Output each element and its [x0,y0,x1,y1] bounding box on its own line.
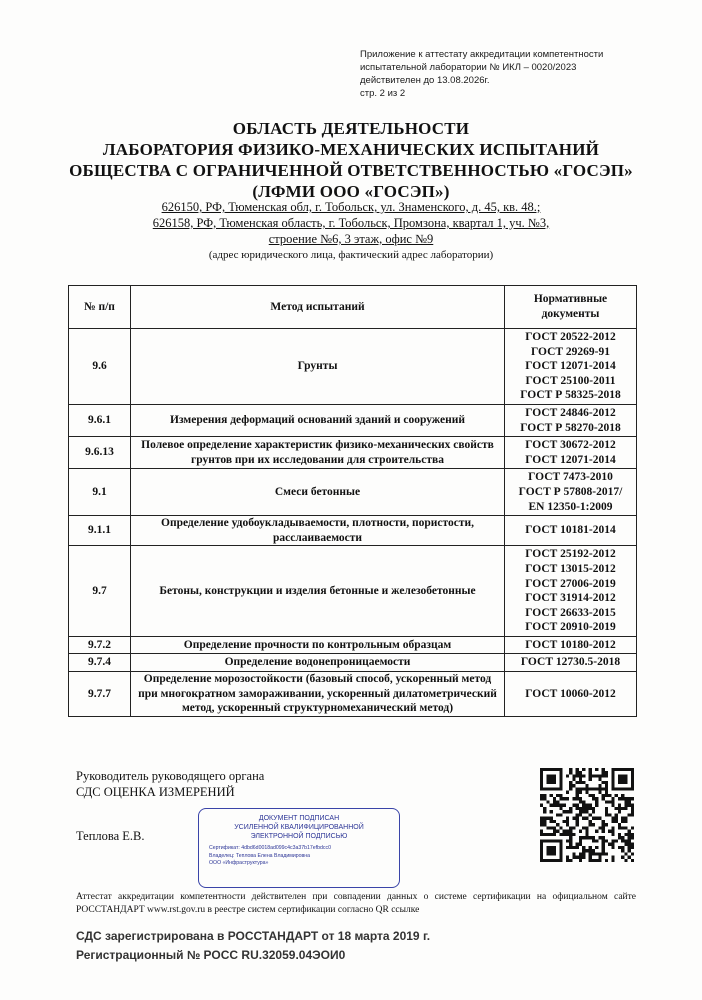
address-note: (адрес юридического лица, фактический адрес лаборатории) [208,249,494,261]
stamp-organization: ООО «Инфраструктура» [209,860,269,866]
row-number: 9.1.1 [69,516,131,546]
title-line: (ЛФМИ ООО «ГОСЭП») [252,182,450,201]
lab-address-line2: строение №6, 3 этаж, офис №9 [268,232,434,246]
col-header-method: Метод испытаний [131,286,505,329]
table-header-row [69,286,637,329]
row-method: Бетоны, конструкции и изделия бетонные и железобетонные [131,546,505,637]
validity-disclaimer: Аттестат аккредитации компетентности действителен при совпадении данных о системе сертификации на официальном сайте РОССТАНДАРТ www.rst.gov.ru в реестре систем сертификации согласно QR ссылке [76,892,636,915]
appendix-line: испытательной лаборатории № ИКЛ – 0020/2023 [360,62,577,73]
title-line: ЛАБОРАТОРИЯ ФИЗИКО-МЕХАНИЧЕСКИХ ИСПЫТАНИЙ [102,140,600,159]
standard-code: ГОСТ 13015-2012 [525,562,616,575]
standard-code: ГОСТ 29269-91 [530,345,611,358]
row-standards [505,404,637,436]
standard-code: EN 12350-1:2009 [528,500,613,513]
standard-code: ГОСТ 30672-2012 [525,439,616,452]
standard-code: ГОСТ 12071-2014 [525,360,616,373]
standard-code: ГОСТ 12730.5-2018 [520,656,621,669]
row-method: Полевое определение характеристик физико-механических свойств грунтов при их исследовании для строительства [131,437,505,469]
row-method: Измерения деформаций оснований зданий и сооружений [131,404,505,436]
col-header-number: № п/п [69,286,131,329]
standard-code: ГОСТ 20522-2012 [525,331,616,343]
registration-date: СДС зарегистрирована в РОССТАНДАРТ от 18 марта 2019 г. [76,929,431,943]
row-number: 9.6 [69,329,131,405]
standard-code: ГОСТ 10060-2012 [525,687,616,700]
standard-code: ГОСТ 26633-2015 [525,606,616,619]
appendix-header [360,48,680,100]
standard-code: ГОСТ 25192-2012 [525,548,616,561]
row-number: 9.1 [69,469,131,516]
stamp-certificate: Сертификат: 4dbd6d0018ad099c4c3a37b17efbdcc0 [209,845,331,851]
standard-code: ГОСТ 27006-2019 [525,577,616,590]
qr-code-icon[interactable] [540,768,634,862]
signer-org: СДС ОЦЕНКА ИЗМЕРЕНИЙ [76,785,235,799]
page-number: стр. 2 из 2 [360,88,406,99]
row-method: Грунты [131,329,505,405]
stamp-line: ЭЛЕКТРОННОЙ ПОДПИСЬЮ [250,833,348,840]
table-row [69,654,637,672]
table-row [69,546,637,637]
table-row [69,636,637,654]
table-row [69,437,637,469]
appendix-line: действителен до 13.08.2026г. [360,75,490,86]
row-number: 9.7.4 [69,654,131,672]
row-number: 9.6.13 [69,437,131,469]
document-title [30,118,672,202]
appendix-line: Приложение к аттестату аккредитации компетентности [360,49,604,60]
row-number: 9.6.1 [69,404,131,436]
row-standards [505,437,637,469]
standard-code: ГОСТ Р 58325-2018 [520,389,621,402]
stamp-line: УСИЛЕННОЙ КВАЛИФИЦИРОВАННОЙ [234,824,364,831]
standard-code: ГОСТ 25100-2011 [525,374,616,387]
stamp-line: ДОКУМЕНТ ПОДПИСАН [258,815,340,822]
signer-role: Руководитель руководящего органа [76,769,265,783]
registration-footer [76,927,430,965]
row-standards [505,636,637,654]
signer-block [76,768,264,800]
standard-code: ГОСТ 12071-2014 [525,453,616,466]
title-line: ОБЛАСТЬ ДЕЯТЕЛЬНОСТИ [232,119,470,138]
title-line: ОБЩЕСТВА С ОГРАНИЧЕННОЙ ОТВЕТСТВЕННОСТЬЮ «ГОСЭП» [69,161,633,180]
row-standards [505,329,637,405]
row-standards [505,546,637,637]
lab-address-line1: 626158, РФ, Тюменская область, г. Тобольск, Промзона, квартал 1, уч. №3, [152,216,550,230]
standard-code: ГОСТ Р 57808-2017/ [518,485,623,498]
standard-code: ГОСТ 7473-2010 [528,471,613,484]
row-number: 9.7 [69,546,131,637]
standard-code: ГОСТ 24846-2012 [525,406,616,419]
row-standards [505,672,637,717]
stamp-heading [199,814,399,841]
standard-code: ГОСТ 10180-2012 [525,638,616,651]
table-row [69,469,637,516]
standard-code: ГОСТ 20910-2019 [525,621,616,634]
stamp-owner: Владелец: Теплова Елена Владимировна [209,852,311,859]
address-block [30,199,672,263]
stamp-details [209,845,399,868]
row-method: Определение водонепроницаемости [131,654,505,672]
table-row [69,404,637,436]
row-method: Определение морозостойкости (базовый способ, ускоренный метод при многократном замораживании, ускоренный дилатометрический метод, ускоренный структурномеханический метод) [131,672,505,717]
registration-number: Регистрационный № РОСС RU.32059.04ЭОИ0 [76,948,346,962]
row-method: Определение удобоукладываемости, плотности, пористости, расслаиваемости [131,516,505,546]
table-body [69,329,637,717]
table-row [69,329,637,405]
standard-code: ГОСТ 31914-2012 [525,592,616,605]
signer-name: Теплова Е.В. [76,829,145,843]
e-signature-stamp [198,808,400,888]
table-row [69,672,637,717]
row-standards [505,516,637,546]
row-standards [505,654,637,672]
legal-address: 626150, РФ, Тюменская обл, г. Тобольск, ул. Знаменского, д. 45, кв. 48.; [161,200,541,214]
row-number: 9.7.7 [69,672,131,717]
standard-code: ГОСТ 10181-2014 [525,524,616,537]
row-method: Определение прочности по контрольным образцам [131,636,505,654]
col-header-docs: Нормативные документы [505,286,637,329]
row-number: 9.7.2 [69,636,131,654]
table-row [69,516,637,546]
standard-code: ГОСТ Р 58270-2018 [520,421,621,434]
row-standards [505,469,637,516]
row-method: Смеси бетонные [131,469,505,516]
scope-table [68,285,637,717]
